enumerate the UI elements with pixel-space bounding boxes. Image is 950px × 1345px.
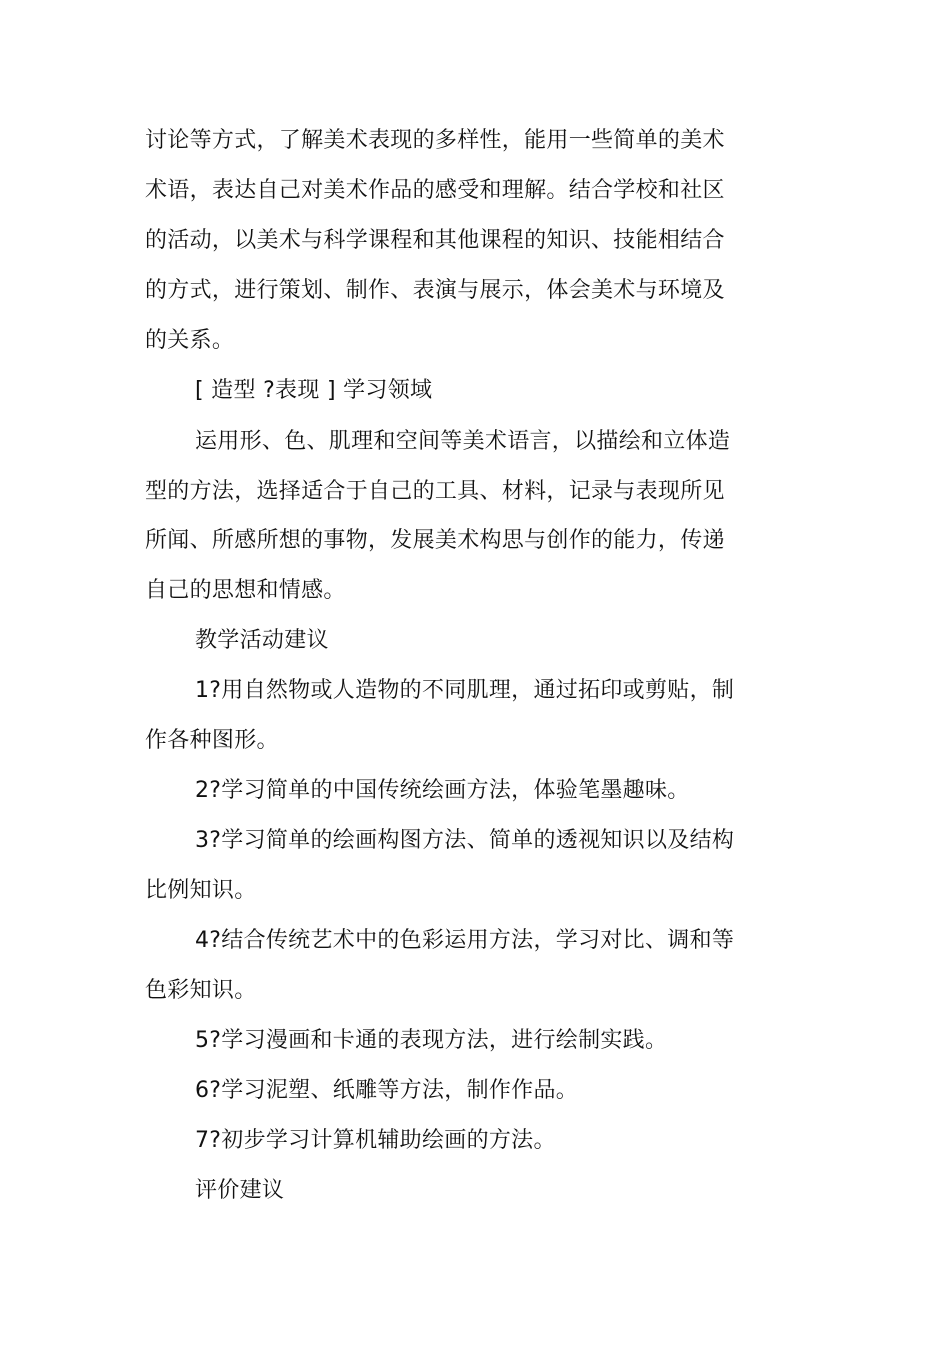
paragraph-line: 的关系。 bbox=[145, 328, 235, 353]
subheading-evaluation-suggestions: 评价建议 bbox=[195, 1178, 285, 1203]
list-item: 4?结合传统艺术中的色彩运用方法，学习对比、调和等 bbox=[195, 928, 735, 953]
list-item-continuation: 作各种图形。 bbox=[145, 728, 279, 753]
paragraph-line: 所闻、所感所想的事物，发展美术构思与创作的能力，传递 bbox=[145, 528, 725, 553]
paragraph-line: 术语，表达自己对美术作品的感受和理解。结合学校和社区 bbox=[145, 178, 725, 203]
list-item: 7?初步学习计算机辅助绘画的方法。 bbox=[195, 1128, 556, 1153]
list-item: 5?学习漫画和卡通的表现方法，进行绘制实践。 bbox=[195, 1028, 668, 1053]
list-item: 3?学习简单的绘画构图方法、简单的透视知识以及结构 bbox=[195, 828, 735, 853]
list-item: 6?学习泥塑、纸雕等方法，制作作品。 bbox=[195, 1078, 579, 1103]
subheading-teaching-suggestions: 教学活动建议 bbox=[195, 628, 329, 653]
paragraph-line: 运用形、色、肌理和空间等美术语言，以描绘和立体造 bbox=[195, 429, 731, 454]
paragraph-line: 自己的思想和情感。 bbox=[145, 578, 346, 603]
list-item-continuation: 比例知识。 bbox=[145, 878, 257, 903]
paragraph-line: 型的方法，选择适合于自己的工具、材料，记录与表现所见 bbox=[145, 479, 725, 504]
section-heading: [ 造型 ?表现 ] 学习领域 bbox=[195, 378, 433, 403]
list-item-continuation: 色彩知识。 bbox=[145, 978, 257, 1003]
paragraph-line: 的方式，进行策划、制作、表演与展示，体会美术与环境及 bbox=[145, 278, 725, 303]
list-item: 2?学习简单的中国传统绘画方法，体验笔墨趣味。 bbox=[195, 778, 690, 803]
list-item: 1?用自然物或人造物的不同肌理，通过拓印或剪贴，制 bbox=[195, 678, 735, 703]
paragraph-line: 的活动，以美术与科学课程和其他课程的知识、技能相结合 bbox=[145, 228, 725, 253]
paragraph-line: 讨论等方式，了解美术表现的多样性，能用一些简单的美术 bbox=[145, 128, 725, 153]
